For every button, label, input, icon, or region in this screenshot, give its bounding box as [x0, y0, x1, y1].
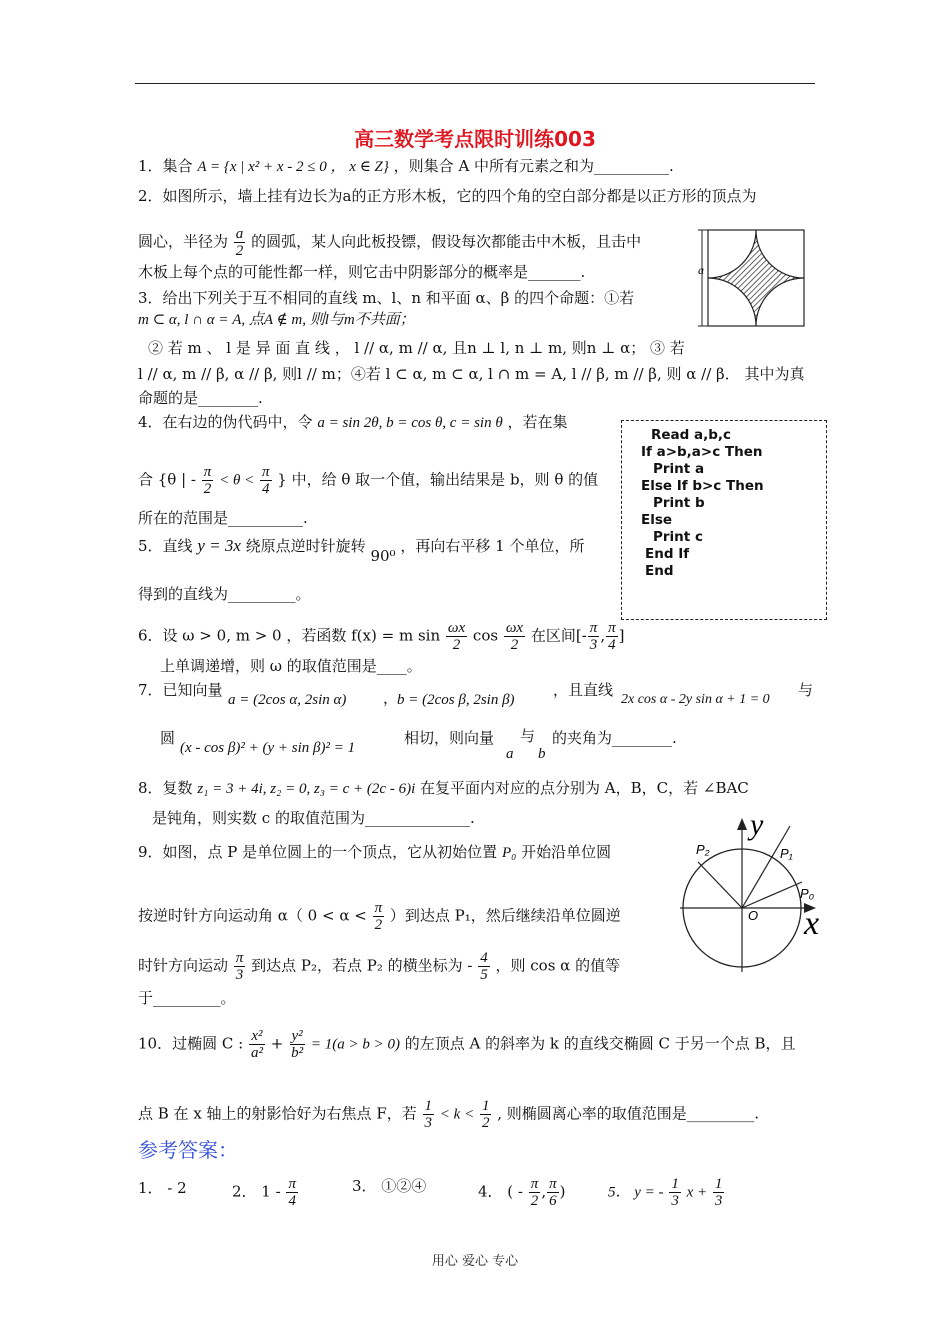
q4-line2b: } 中，给 θ 取一个值，输出结果是 b，则 θ 的值 — [277, 470, 599, 489]
q4-line2mid: < θ < — [219, 472, 255, 489]
q8-line1a: 8．复数 — [138, 779, 193, 797]
a4d2: 6 — [549, 1193, 557, 1209]
code-line: End — [645, 563, 674, 579]
q1-prefix: 1．集合 — [138, 157, 193, 175]
q9-frac1 — [373, 900, 385, 933]
q10-line2a: 点 B 在 x 轴上的射影恰好为右焦点 F，若 — [138, 1104, 417, 1123]
x-axis-label: x — [804, 905, 820, 942]
q9-f1d: 2 — [374, 917, 383, 933]
q6-line1a: 6．设 ω > 0, m > 0 ，若函数 f(x) = m sin — [138, 626, 441, 645]
q5-degree: 90⁰ — [370, 547, 396, 565]
q3-line4: l // α, m // β, α // β, 则l // m；④若 l ⊂ α, m ⊂ α, l ∩ m = A, l // β, m // β, 则 α // β． 其中为真 — [138, 365, 805, 383]
q7-line2a: 圆 — [160, 729, 176, 747]
q7-line1 — [138, 680, 223, 700]
q8-math: z₁ = 3 + 4i, z₂ = 0, z₃ = c + (2c - 6)i — [197, 781, 416, 797]
q6-f2d: 2 — [510, 637, 519, 653]
q6-line2: 上单调递增，则 ω 的取值范围是____。 — [160, 657, 422, 675]
q9-line2b: ）到达点 P₁，然后继续沿单位圆逆 — [389, 906, 621, 925]
q2-fraction — [234, 226, 246, 259]
code-line: Print c — [653, 529, 703, 545]
page-title: 高三数学考点限时训练003 — [354, 127, 596, 151]
q9-line2a: 按逆时针方向运动角 α（ 0 < α < — [138, 906, 367, 925]
q1-math: A = {x | x² + x - 2 ≤ 0 ， x ∈ Z} — [197, 159, 389, 175]
a5n1: 1 — [671, 1176, 679, 1192]
q6-line1b: 在区间[- — [530, 626, 587, 645]
q7-yu: 与 — [520, 727, 536, 745]
q6-f2n: ωx — [505, 620, 524, 636]
code-line: Print b — [653, 495, 705, 511]
q4-f1n: π — [203, 464, 212, 480]
q6-f4d: 4 — [608, 637, 616, 653]
q1-suffix: ，则集合 A 中所有元素之和为__________. — [393, 157, 674, 175]
q4-line1a: 4．在右边的伪代码中，令 — [138, 413, 313, 431]
q7-line1a: 7．已知向量 — [138, 681, 223, 699]
answer-5-mid: x + — [686, 1184, 708, 1201]
y-axis-label: y — [750, 808, 764, 841]
a5d2: 3 — [714, 1193, 723, 1209]
q10-line1b: 的左顶点 A 的斜率为 k 的直线交椭圆 C 于另一个点 B，且 — [404, 1034, 796, 1053]
code-line: Else If b>c Then — [641, 478, 764, 494]
q10-math: = 1(a > b > 0) — [310, 1036, 400, 1053]
q9-line1a: 9．如图，点 P 是单位圆上的一个顶点，它从初始位置 — [138, 843, 498, 861]
answer-3: 3． ①②④ — [352, 1177, 427, 1195]
q7-sep: ， — [383, 689, 399, 707]
answer-2-frac — [286, 1176, 298, 1209]
q3-line2: m ⊂ α, l ∩ α = A, 点A ∉ m, 则l与m不共面； — [138, 312, 415, 328]
q5-math: y = 3x — [197, 536, 241, 555]
q10-frac4 — [480, 1098, 492, 1131]
ray-p2 — [698, 862, 742, 908]
q2-line2b: 的圆弧，某人向此板投镖，假设每次都能击中木板，且击中 — [251, 232, 642, 251]
q6-comma: , — [600, 626, 606, 645]
q7-symbol-a: a — [506, 746, 514, 762]
q2-line2a: 圆心，半径为 — [138, 232, 229, 251]
q7-line1c: 与 — [798, 681, 814, 699]
q9-f3d: 5 — [480, 967, 488, 983]
code-line: End If — [645, 546, 690, 562]
code-line: Read a,b,c — [651, 427, 732, 443]
a5d1: 3 — [671, 1193, 679, 1209]
question-1 — [138, 156, 674, 177]
side-label: a — [698, 263, 704, 277]
q2-line2 — [138, 226, 641, 259]
q10-f3d: 3 — [424, 1115, 433, 1131]
q9-f3n: 4 — [480, 950, 488, 966]
q6-f3n: π — [589, 620, 598, 636]
q10-frac3 — [423, 1098, 435, 1131]
q5-line1 — [138, 536, 585, 565]
a4n2: π — [549, 1176, 557, 1192]
q7-line1b: ，且直线 — [553, 681, 614, 699]
q6-frac4 — [606, 620, 618, 653]
q10-frac2 — [289, 1028, 305, 1061]
answer-1: 1． - 2 — [138, 1179, 187, 1197]
a2n: π — [288, 1176, 296, 1192]
q9-line4: 于_________。 — [138, 989, 236, 1007]
q5-line1a: 5．直线 — [138, 537, 193, 555]
q6-f1n: ωx — [447, 620, 466, 636]
answer-4 — [478, 1176, 565, 1209]
q2-line1: 2．如图所示，墙上挂有边长为a的正方形木板，它的四个角的空白部分都是以正方形的顶点为 — [138, 187, 757, 205]
q6-frac1 — [446, 620, 467, 653]
q7-symbol-b: b — [538, 746, 546, 762]
q5-line1c: ，再向右平移 1 个单位，所 — [400, 537, 585, 555]
q10-lt: < k < — [439, 1106, 475, 1123]
q8-line1 — [138, 778, 749, 799]
unit-circle-figure — [680, 808, 840, 972]
q7-vector-a: a = (2cos α, 2sin α) — [228, 692, 347, 708]
q4-line1b: ，若在集 — [507, 413, 568, 431]
q6-f3d: 3 — [589, 637, 598, 653]
q9-line2 — [138, 900, 621, 933]
answer-2 — [232, 1176, 299, 1209]
q6-frac3 — [588, 620, 600, 653]
q10-line2b: , 则椭圆离心率的取值范围是_________. — [497, 1104, 760, 1123]
q9-f2n: π — [235, 950, 244, 966]
q10-f4n: 1 — [481, 1098, 490, 1114]
q4-line1 — [138, 412, 568, 433]
q4-f2d: 4 — [262, 481, 270, 497]
answer-4-frac1 — [529, 1176, 541, 1209]
answer-4-comma: , — [541, 1182, 547, 1201]
answer-5-prefix: 5． y = - — [608, 1184, 664, 1201]
q10-line1 — [138, 1028, 796, 1061]
a4n1: π — [530, 1176, 539, 1192]
y-arrow-icon — [737, 818, 747, 830]
shaded-region — [708, 230, 804, 326]
q7-vector-b: b = (2cos β, 2sin β) — [397, 692, 515, 708]
q6-frac2 — [504, 620, 525, 653]
q6-close: ] — [618, 626, 625, 645]
header-rule — [135, 83, 815, 84]
q10-f4d: 2 — [481, 1115, 490, 1131]
q9-line3 — [138, 950, 620, 983]
q6-cos: cos — [472, 626, 499, 645]
q9-line3a: 时针方向运动 — [138, 956, 229, 975]
q10-f3n: 1 — [424, 1098, 433, 1114]
q9-line3b: 到达点 P₂，若点 P₂ 的横坐标为 - — [251, 956, 473, 975]
q4-line2a: 合 {θ | - — [138, 470, 197, 489]
code-line: Print a — [653, 461, 705, 477]
q2-frac-num: a — [235, 226, 244, 242]
q9-line1 — [138, 842, 611, 863]
q2-frac-den: 2 — [235, 243, 244, 259]
q6-line1 — [138, 620, 624, 653]
answer-4-prefix: 4． ( - — [478, 1182, 524, 1201]
p2-label: P₂ — [696, 842, 710, 857]
q4-math: a = sin 2θ, b = cos θ, c = sin θ — [317, 415, 503, 431]
answers-title: 参考答案： — [138, 1138, 238, 1162]
ray-p0 — [742, 882, 802, 908]
q8-line1b: 在复平面内对应的点分别为 A，B，C，若 ∠BAC — [420, 779, 749, 797]
q10-f2d: b² — [291, 1045, 304, 1061]
p0-label: P₀ — [800, 886, 815, 901]
answer-4-frac2 — [547, 1176, 559, 1209]
code-line: Else — [641, 512, 673, 528]
q2-line3: 木板上每个点的可能性都一样，则它击中阴影部分的概率是_______. — [138, 263, 586, 281]
q7-circle-equation: (x - cos β)² + (y + sin β)² = 1 — [180, 740, 356, 756]
q6-f4n: π — [608, 620, 616, 636]
q8-line2: 是钝角，则实数 c 的取值范围为______________. — [152, 809, 475, 827]
q7-line2c: 的夹角为________. — [552, 729, 677, 747]
page-footer: 用心 爱心 专心 — [431, 1254, 519, 1269]
q7-line-equation: 2x cos α - 2y sin α + 1 = 0 — [621, 692, 770, 707]
answer-2-prefix: 2． 1 - — [232, 1182, 281, 1201]
q6-f1d: 2 — [452, 637, 461, 653]
q5-line1b: 绕原点逆时针旋转 — [245, 537, 366, 555]
pseudo-code-box — [621, 420, 827, 620]
q10-f2n: y² — [291, 1028, 303, 1044]
q4-line3: 所在的范围是__________. — [138, 509, 308, 527]
answer-5 — [608, 1176, 725, 1209]
p1-label: P₁ — [780, 846, 793, 861]
q10-line2 — [138, 1098, 759, 1131]
q4-f1d: 2 — [203, 481, 212, 497]
a2d: 4 — [288, 1193, 296, 1209]
code-line: If a>b,a>c Then — [641, 444, 763, 460]
q9-f2d: 3 — [235, 967, 244, 983]
q4-line2 — [138, 464, 598, 497]
q9-p0: P₀ — [501, 845, 517, 861]
q7-line2b: 相切，则向量 — [404, 729, 495, 747]
origin-label: O — [748, 908, 759, 923]
q9-f1n: π — [374, 900, 383, 916]
square-board-figure — [696, 228, 808, 328]
q9-line3c: ，则 cos α 的值等 — [495, 956, 621, 975]
q5-line2: 得到的直线为_________。 — [138, 585, 311, 603]
q4-frac1 — [202, 464, 214, 497]
q9-line1b: 开始沿单位圆 — [521, 843, 612, 861]
q10-f1d: a² — [250, 1045, 263, 1061]
q9-frac2 — [234, 950, 246, 983]
q10-line1a: 10．过椭圆 C : — [138, 1034, 244, 1053]
q10-frac1 — [249, 1028, 265, 1061]
q3-line3: ② 若 m 、 l 是 异 面 直 线 ， l // α, m // α, 且n ⊥ l, n ⊥ m, 则n ⊥ α； ③ 若 — [148, 339, 685, 357]
answer-5-frac1 — [669, 1176, 681, 1209]
q4-frac2 — [260, 464, 272, 497]
q9-frac3 — [478, 950, 490, 983]
q3-line1: 3．给出下列关于互不相同的直线 m、l、n 和平面 α、β 的四个命题：①若 — [138, 289, 635, 307]
a5n2: 1 — [714, 1176, 723, 1192]
q4-f2n: π — [262, 464, 270, 480]
answer-4-close: ) — [559, 1182, 566, 1201]
q10-plus: + — [270, 1034, 284, 1053]
q10-f1n: x² — [251, 1028, 263, 1044]
answer-5-frac2 — [713, 1176, 725, 1209]
q3-line5: 命题的是________. — [138, 389, 263, 407]
a4d1: 2 — [530, 1193, 539, 1209]
